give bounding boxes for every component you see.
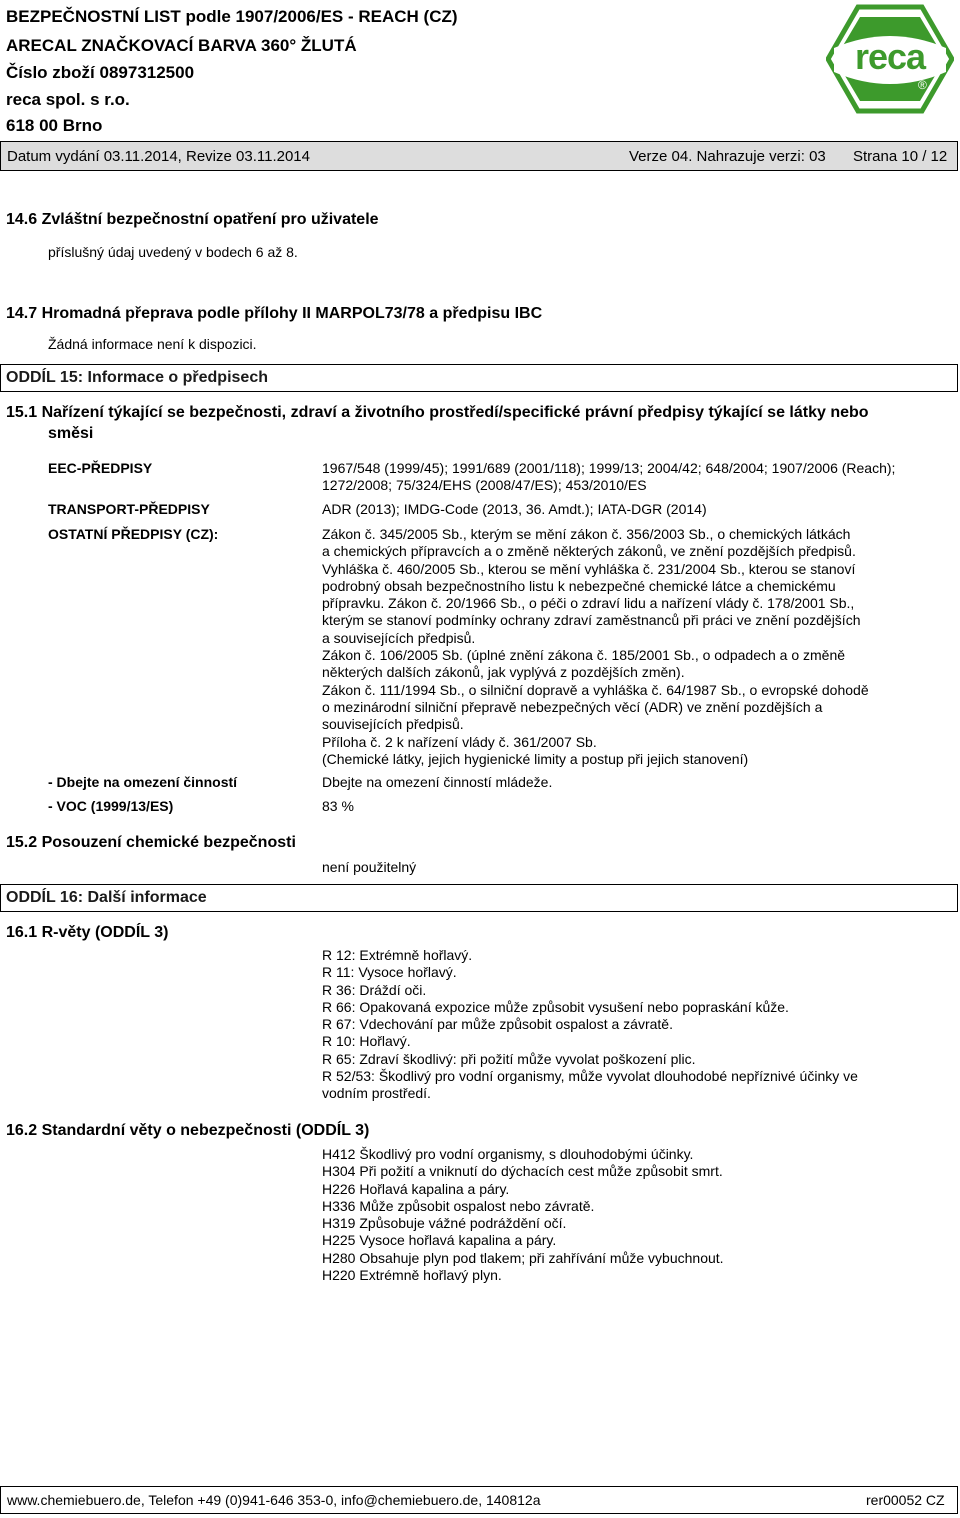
r-phrases	[322, 947, 858, 1103]
h-statement: H280 Obsahuje plyn pod tlakem; při zahřívání může vybuchnout.	[322, 1249, 724, 1266]
other-label: OSTATNÍ PŘEDPISY (CZ):	[48, 526, 219, 542]
r-phrase: R 66: Opakovaná expozice může způsobit vysušení nebo popraskání kůže.	[322, 998, 789, 1015]
restrict-value: Dbejte na omezení činností mládeže.	[322, 774, 553, 790]
voc-label: - VOC (1999/13/ES)	[48, 798, 174, 814]
voc-value: 83 %	[322, 798, 354, 814]
r-phrase: R 10: Hořlavý.	[322, 1033, 411, 1050]
section-14-7-heading: 14.7 Hromadná přeprava podle přílohy II MARPOL73/78 a předpisu IBC	[6, 305, 543, 322]
company-city: 618 00 Brno	[6, 116, 103, 135]
oddil-16-box	[0, 884, 958, 912]
h-statement: H412 Škodlivý pro vodní organismy, s dlouhodobými účinky.	[322, 1146, 694, 1162]
h-statement: H304 Při požití a vniknutí do dýchacích cest může způsobit smrt.	[322, 1163, 723, 1180]
other-line: některých dalších zákonů, jak vyplývá z pozdějších změn).	[322, 664, 685, 681]
section-15-1-heading: 15.1 Nařízení týkající se bezpečnosti, zdraví a životního prostředí/specifické právní předpisy týkající se látky nebo	[6, 404, 869, 421]
other-line: a souvisejících předpisů.	[322, 629, 476, 646]
reca-logo	[826, 4, 954, 114]
document-title: BEZPEČNOSTNÍ LIST podle 1907/2006/ES - REACH (CZ)	[6, 7, 458, 26]
r-phrase: R 67: Vdechování par může způsobit ospalost a závratě.	[322, 1016, 673, 1033]
oddil-16-title: ODDÍL 16: Další informace	[6, 889, 207, 906]
registered-mark: ®	[918, 78, 927, 92]
section-14-6-heading: 14.6 Zvláštní bezpečnostní opatření pro uživatele	[6, 211, 379, 228]
other-line: kterým se stanoví podmínky ochrany zdraví zaměstnanců při práci ve znění pozdějších	[322, 612, 861, 629]
other-line: přípravku. Zákon č. 20/1966 Sb., o péči o zdraví lidu a nařízení vlády č. 178/2001 Sb.,	[322, 595, 855, 612]
other-value	[322, 526, 869, 768]
other-line: podrobný obsah bezpečnostního listu k nebezpečné chemické látce a chemickému	[322, 577, 836, 594]
other-line: Zákon č. 111/1994 Sb., o silniční dopravě a vyhláška č. 64/1987 Sb., o evropské dohodě	[322, 681, 869, 698]
h-statement: H319 Způsobuje vážné podráždění očí.	[322, 1215, 567, 1232]
eec-line: 1967/548 (1999/45); 1991/689 (2001/118); 1999/13; 2004/42; 648/2004; 1907/2006 (Reach);	[322, 460, 896, 476]
footer-bar	[0, 1486, 958, 1514]
other-line: (Chemické látky, jejich hygienické limity a postup při jejich stanovení)	[322, 750, 749, 767]
transport-label: TRANSPORT-PŘEDPISY	[48, 501, 210, 517]
other-line: o mezinárodní silniční přepravě nebezpečných věcí (ADR) ve znění pozdějších a	[322, 698, 823, 715]
r-phrase: R 11: Vysoce hořlavý.	[322, 964, 457, 981]
version-info: Verze 04. Nahrazuje verzi: 03	[629, 148, 826, 165]
other-line: souvisejících předpisů.	[322, 716, 464, 733]
r-phrase: R 36: Dráždí oči.	[322, 981, 427, 998]
restrict-label: - Dbejte na omezení činností	[48, 774, 238, 790]
company-name: reca spol. s r.o.	[6, 90, 130, 109]
eec-label: EEC-PŘEDPISY	[48, 460, 153, 476]
other-line: Zákon č. 106/2005 Sb. (úplné znění zákona č. 185/2001 Sb., o odpadech a o změně	[322, 647, 846, 664]
other-line: Zákon č. 345/2005 Sb., kterým se mění zákon č. 356/2003 Sb., o chemických látkách	[322, 526, 851, 542]
h-statement: H225 Vysoce hořlavá kapalina a páry.	[322, 1232, 557, 1249]
footer-code: rer00052 CZ	[866, 1492, 945, 1508]
product-number: Číslo zboží 0897312500	[6, 63, 195, 82]
section-16-2-heading: 16.2 Standardní věty o nebezpečnosti (ODDÍL 3)	[6, 1122, 370, 1139]
info-bar	[0, 141, 958, 171]
logo-wordmark: reca	[854, 36, 926, 77]
h-statement: H226 Hořlavá kapalina a páry.	[322, 1180, 510, 1197]
footer-contact: www.chemiebuero.de, Telefon +49 (0)941-646 353-0, info@chemiebuero.de, 140812a	[7, 1492, 541, 1508]
r-phrase: R 52/53: Škodlivý pro vodní organismy, může vyvolat dlouhodobé nepříznivé účinky ve	[322, 1068, 858, 1085]
transport-value: ADR (2013); IMDG-Code (2013, 36. Amdt.); IATA-DGR (2014)	[322, 501, 707, 517]
other-line: a chemických přípravcích a o změně některých zákonů, ve znění pozdějších předpisů.	[322, 543, 856, 560]
section-14-7-text: Žádná informace není k dispozici.	[48, 336, 257, 352]
h-statement: H220 Extrémně hořlavý plyn.	[322, 1267, 502, 1284]
section-15-2-heading: 15.2 Posouzení chemické bezpečnosti	[6, 834, 296, 851]
r-phrase: R 65: Zdraví škodlivý: při požití může vyvolat poškození plic.	[322, 1050, 696, 1067]
eec-value	[322, 460, 895, 495]
issue-date: Datum vydání 03.11.2014, Revize 03.11.2014	[7, 148, 310, 165]
oddil-15-title: ODDÍL 15: Informace o předpisech	[6, 369, 268, 386]
r-phrase: R 12: Extrémně hořlavý.	[322, 947, 473, 963]
product-name: ARECAL ZNAČKOVACÍ BARVA 360° ŽLUTÁ	[6, 36, 357, 55]
other-line: Vyhláška č. 460/2005 Sb., kterou se mění vyhláška č. 231/2004 Sb., kterou se stanoví	[322, 560, 856, 577]
other-line: Příloha č. 2 k nařízení vlády č. 361/2007 Sb.	[322, 733, 597, 750]
h-statement: H336 Může způsobit ospalost nebo závratě.	[322, 1197, 595, 1214]
section-15-1-heading-cont: směsi	[48, 425, 94, 442]
page-number: Strana 10 / 12	[853, 148, 948, 165]
oddil-15-box	[0, 364, 958, 392]
section-16-1-heading: 16.1 R-věty (ODDÍL 3)	[6, 924, 169, 941]
section-14-6-text: příslušný údaj uvedený v bodech 6 až 8.	[48, 244, 298, 260]
eec-line: 1272/2008; 75/324/EHS (2008/47/ES); 453/2010/ES	[322, 477, 647, 494]
r-phrase: vodním prostředí.	[322, 1085, 431, 1102]
section-15-2-text: není použitelný	[322, 859, 417, 875]
h-statements	[322, 1146, 724, 1284]
